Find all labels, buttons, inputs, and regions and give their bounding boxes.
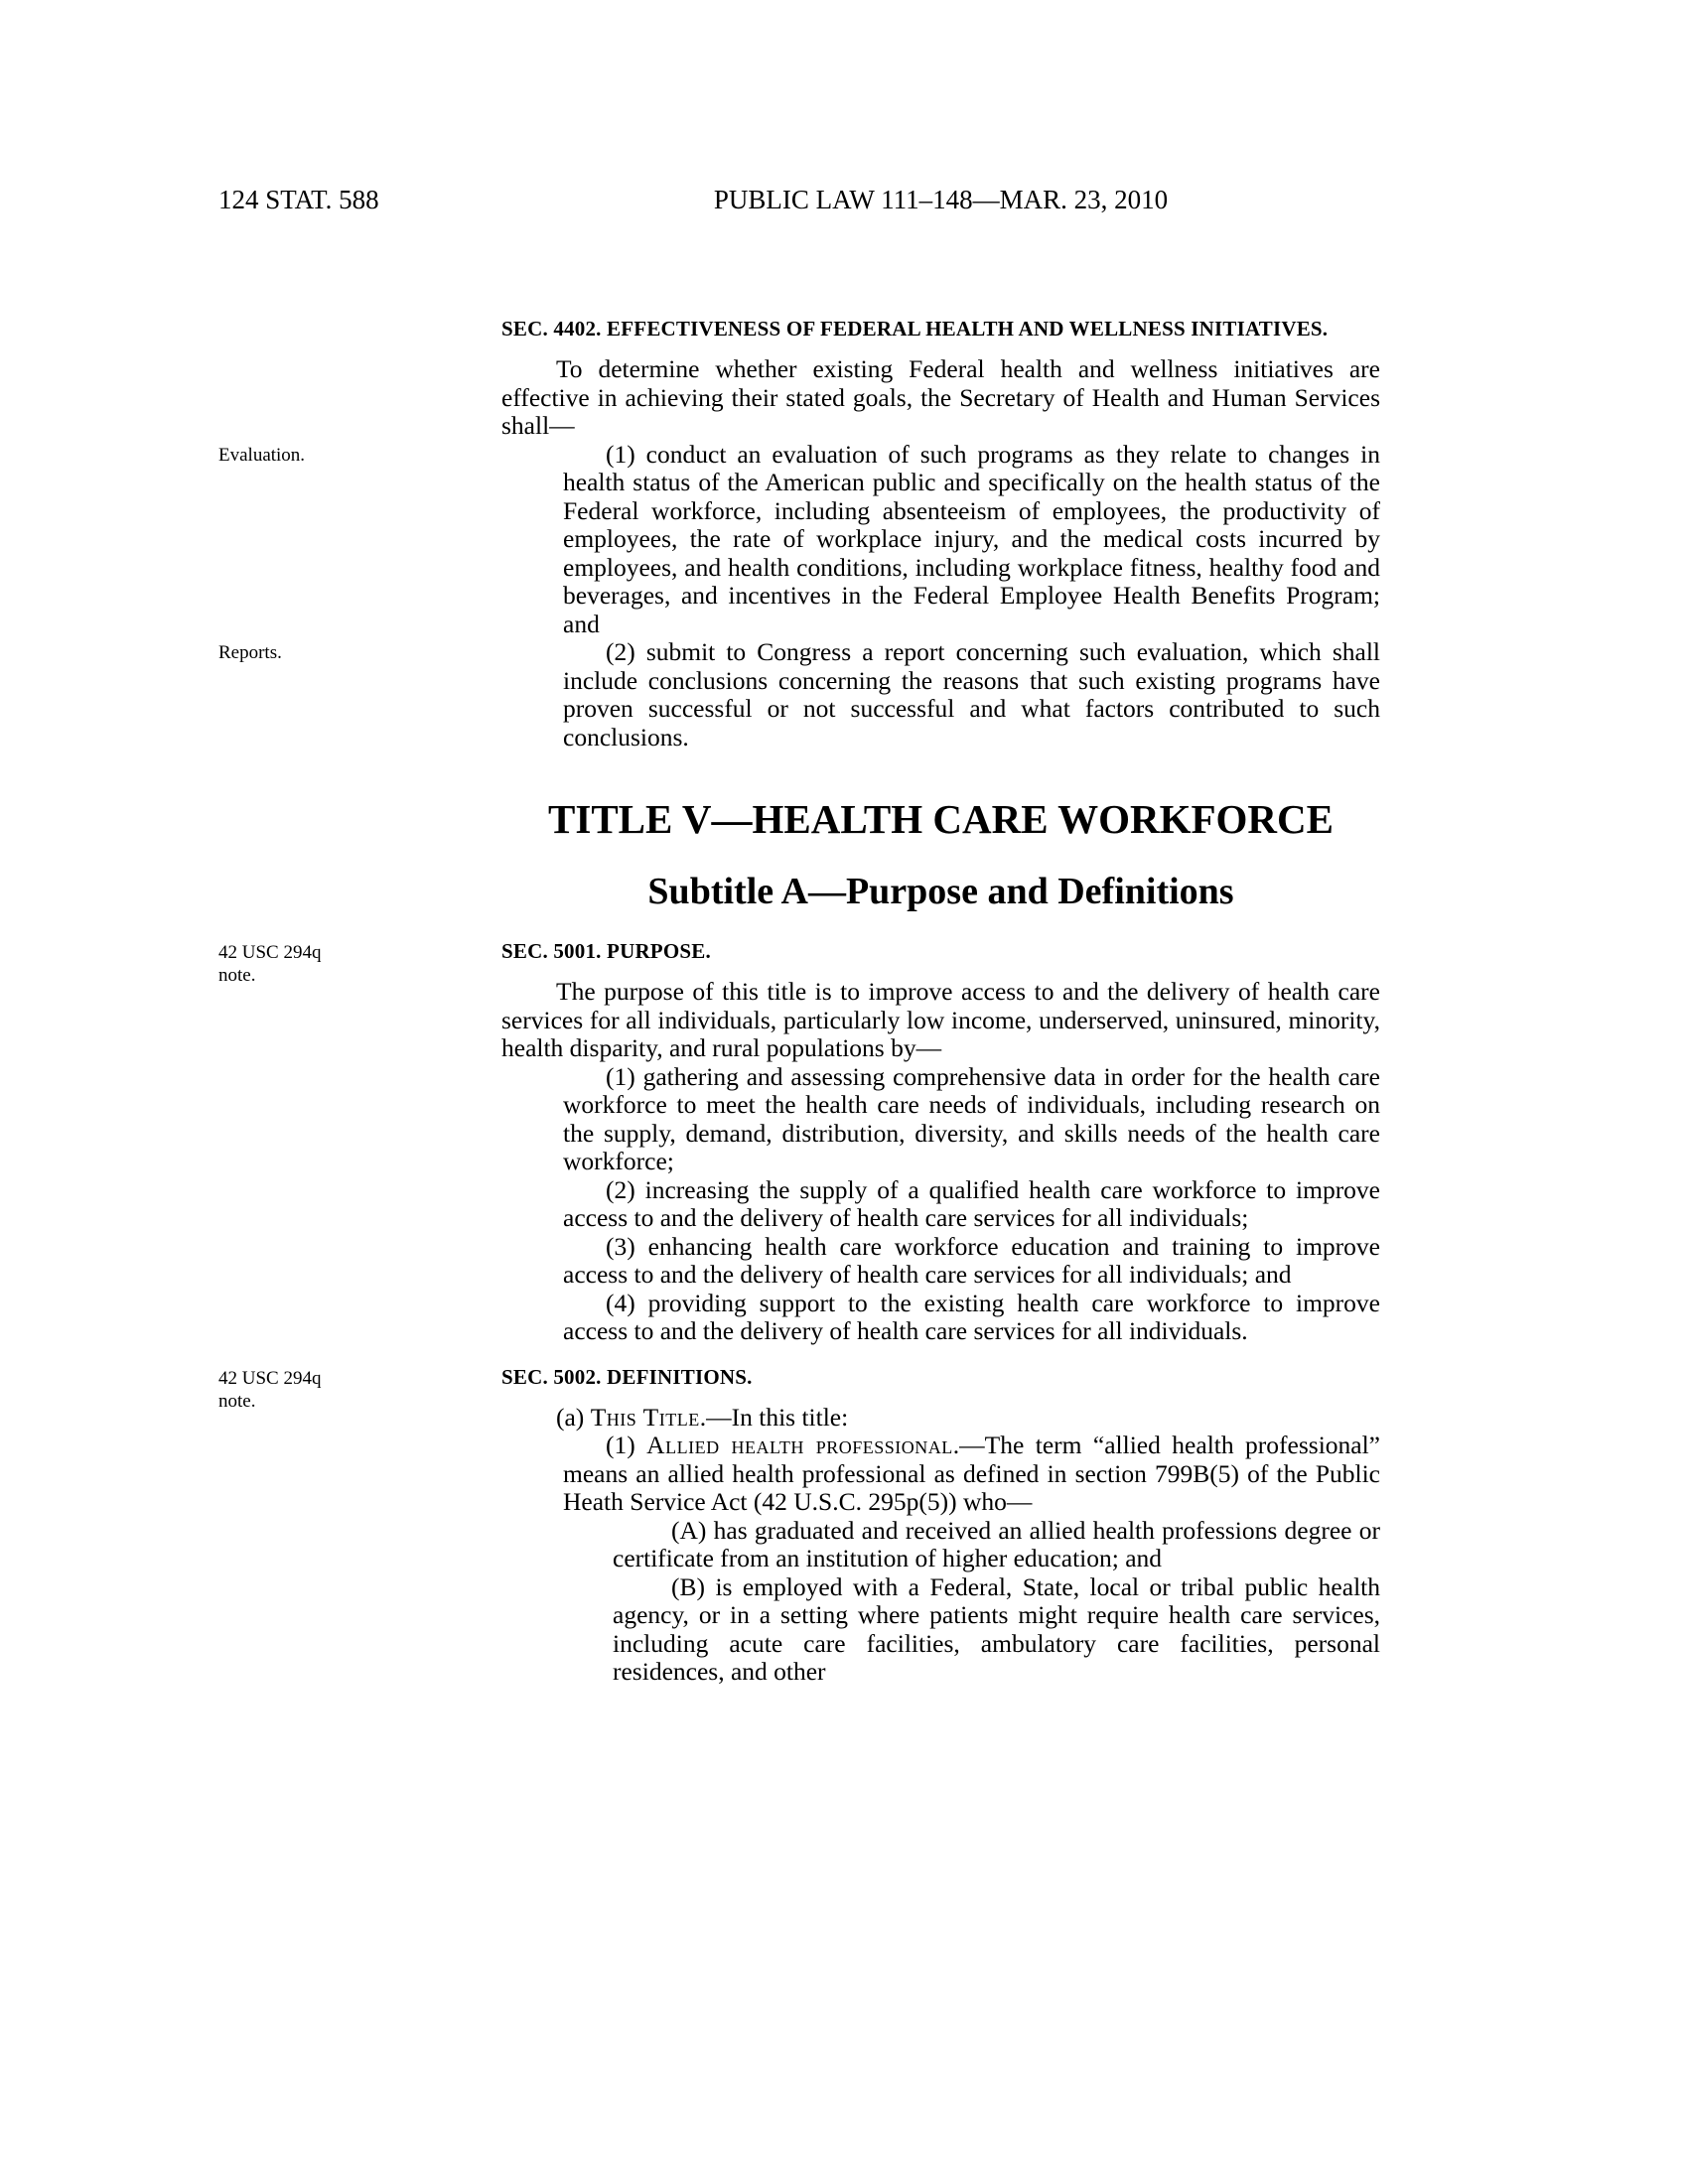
sec-4402-item-2-wrap xyxy=(218,637,1380,751)
sec-4402-item-2: (2) submit to Congress a report concerning such evaluation, which shall include conclusions concerning the reasons that such existing programs have proven successful or not successful and what factors contributed to such conclusions. xyxy=(563,637,1380,751)
sec-5002-item-1 xyxy=(563,1432,1380,1517)
sec-5002-subitem-a: (A) has graduated and received an allied health professions degree or certificate from an institution of higher education; and xyxy=(613,1515,1380,1572)
margin-note-evaluation: Evaluation. xyxy=(218,444,306,466)
sec-5001-item-4: (4) providing support to the existing health care workforce to improve access to and the delivery of health care services for all individuals. xyxy=(563,1288,1380,1345)
sec-5001-intro: The purpose of this title is to improve access to and the delivery of health care services for all individuals, particularly low income, underserved, uninsured, minority, health disparity, and rural populations by— xyxy=(501,977,1380,1062)
law-header: PUBLIC LAW 111–148—MAR. 23, 2010 xyxy=(713,185,1169,214)
para-a-rest: .—In this title: xyxy=(699,1402,849,1432)
item-1-rest: .—The term “allied health professional” means an allied health professional as defined in section 799B(5) of the Public Heath Service Act (42 U.S.C. 295p(5)) who— xyxy=(563,1431,1380,1516)
sec-4402-intro: To determine whether existing Federal health and wellness initiatives are effective in achieving their stated goals, the Secretary of Health and Human Services shall— xyxy=(501,354,1380,440)
margin-note-usc-5001: 42 USC 294q note. xyxy=(218,942,322,986)
sec-5001-item-3: (3) enhancing health care workforce education and training to improve access to and the delivery of health care services for all individuals; and xyxy=(563,1231,1380,1289)
sec-5001-item-2: (2) increasing the supply of a qualified health care workforce to improve access to and the delivery of health care services for all individuals; xyxy=(563,1174,1380,1232)
sec-4402-item-1: (1) conduct an evaluation of such programs as they relate to changes in health status of the American public and specifically on the health status of the Federal workforce, including absenteeism of employees, the productivity of employees, the rate of workplace injury, and the medical costs incurred by employees, and health conditions, including workplace fitness, healthy food and beverages, and incentives in the Federal Employee Health Benefits Program; and xyxy=(563,439,1380,638)
sec-5002-para-a xyxy=(501,1404,1380,1433)
item-1-term: Allied health professional xyxy=(646,1431,953,1459)
sec-5002-heading-wrap xyxy=(218,1364,1380,1412)
margin-note-reports: Reports. xyxy=(218,642,282,663)
sec-4402-item-1-wrap xyxy=(218,439,1380,639)
margin-note-usc-5002: 42 USC 294q note. xyxy=(218,1367,322,1412)
para-a-term: This Title xyxy=(590,1402,700,1432)
title-v-heading: TITLE V—HEALTH CARE WORKFORCE xyxy=(548,796,1334,842)
item-1-prefix: (1) xyxy=(606,1431,647,1459)
para-a-prefix: (a) xyxy=(556,1402,591,1432)
page-number: 124 STAT. 588 xyxy=(218,185,379,214)
sec-5001-heading: SEC. 5001. PURPOSE. xyxy=(501,939,711,963)
sec-5002-subitem-b: (B) is employed with a Federal, State, local or tribal public health agency, or in a setting where patients might require health care services, including acute care facilities, ambulatory care facilities, personal residences, and other xyxy=(613,1571,1380,1686)
page-body xyxy=(218,316,1380,1687)
sec-5001-heading-wrap xyxy=(218,938,1380,986)
subtitle-a-heading: Subtitle A—Purpose and Definitions xyxy=(647,871,1234,912)
sec-5002-heading: SEC. 5002. DEFINITIONS. xyxy=(501,1364,753,1389)
sec-4402-heading: SEC. 4402. EFFECTIVENESS OF FEDERAL HEALTH AND WELLNESS INITIATIVES. xyxy=(501,317,1329,341)
sec-5001-item-1: (1) gathering and assessing comprehensive data in order for the health care workforce to meet the health care needs of individuals, including research on the supply, demand, distribution, diversity, and skills needs of the health care workforce; xyxy=(563,1061,1380,1175)
